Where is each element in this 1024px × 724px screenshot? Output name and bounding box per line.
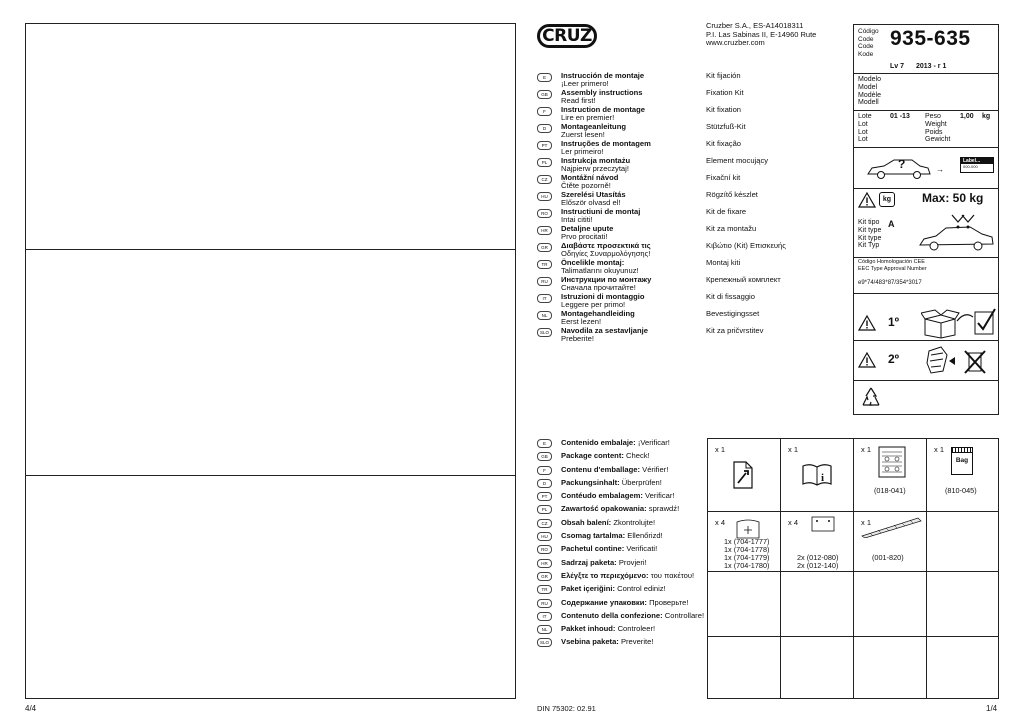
instruction-title: Instruction de montage [561,105,645,114]
language-code-badge: GR [537,572,552,581]
kit-name: Bevestigingsset [706,309,760,318]
language-code-badge: IT [537,612,552,621]
part-qty: x 1 [715,445,726,454]
instruction-subtitle: Οδηγίες Συναρμολόγησης! [561,249,651,258]
section-divider [854,73,998,74]
package-content-label: Ελέγξτε το περιεχόμενο: [561,570,649,580]
package-content-row [537,531,707,544]
package-content-list [537,438,707,651]
section-divider [854,340,998,341]
part-cell [781,439,854,512]
instruction-subtitle: Zuerst lesen! [561,130,605,139]
instruction-title: Инструкции по монтажу [561,275,652,284]
package-content-text [561,518,655,527]
warning-icon [858,352,876,368]
package-content-label: Pakket inhoud: [561,624,616,634]
bag-label: Bag [955,457,969,464]
instruction-subtitle: Először olvasd el! [561,198,621,207]
kit-name: Крепежный комплект [706,275,781,284]
part-code: 1x (704-1778) [724,545,770,554]
company-address [706,22,816,48]
part-code: (018-041) [874,486,906,495]
package-content-value: Überprüfen! [621,477,662,487]
package-content-value: Controllare! [664,610,705,620]
package-content-text [561,598,688,607]
code-label: Código [858,28,879,35]
model-label: Modèle [858,91,881,99]
section-divider [854,380,998,381]
section-divider [854,147,998,148]
kit-type-label: Kit tipo [858,219,880,226]
instruction-title: Instructiuni de montaj [561,207,641,216]
part-code: (001-820) [872,553,904,562]
language-code-badge: E [537,439,552,448]
instruction-subtitle: Leggere per primo! [561,300,626,309]
instruction-title: Öncelikle montaj: [561,258,625,267]
package-content-row [537,504,707,517]
code-label: Code [858,35,874,43]
language-instructions-list [537,72,827,344]
code-labels [858,28,879,58]
package-content-text [561,584,666,593]
section-divider [854,188,998,189]
part-cell-empty [854,572,927,637]
model-labels [858,76,881,107]
language-code-badge: RO [537,545,552,554]
kit-name: Element mocujący [706,156,769,165]
language-code-badge: HR [537,226,552,235]
section-divider [854,257,998,258]
language-code-badge: RU [537,277,552,286]
part-cell [854,439,927,512]
package-content-text [561,544,657,553]
instruction-title: Instrucción de montaje [561,71,645,80]
right-page-number: 1/4 [986,704,998,713]
language-row [537,72,827,89]
package-content-label: Contéudo embalagem: [561,491,643,501]
language-code-badge: CZ [537,175,552,184]
kit-name: Montaj kiti [706,258,741,267]
info-book-icon [801,463,833,487]
language-code-badge: PL [537,158,552,167]
kit-name: Kit fijación [706,71,741,80]
label-sticker [960,157,994,173]
warning-icon [858,192,876,208]
company-line: Cruzber S.A., ES-A14018311 [706,21,804,30]
weight-labels [925,113,950,144]
kit-type-label: Kit type [858,234,882,242]
package-content-text [561,611,704,620]
package-content-label: Paket içeriğini: [561,584,616,594]
weight-label: Peso [925,113,941,120]
package-content-row [537,637,707,650]
language-row [537,123,827,140]
package-content-text [561,571,694,580]
package-content-value: sprawdź! [648,504,680,514]
part-qty: x 4 [715,518,726,527]
rubber-strip-icon [860,516,922,538]
package-content-value: ¡Verificar! [637,438,670,447]
section-divider [854,293,998,294]
package-content-label: Vsebina paketa: [561,637,619,647]
recycle-icon [858,385,884,411]
model-label: Modell [858,99,879,107]
package-content-row [537,544,707,557]
language-code-badge: D [537,479,552,488]
language-code-badge: NL [537,625,552,634]
language-code-badge: NL [537,311,552,320]
label-sheet-icon [878,446,906,478]
kit-name: Kit za montažu [706,224,757,233]
package-content-text [561,504,679,513]
kit-name: Kit di fissaggio [706,292,755,301]
package-content-row [537,598,707,611]
kit-name: Kit za pričvrstitev [706,326,764,335]
bag-icon [951,447,973,475]
package-content-row [537,584,707,597]
language-row [537,157,827,174]
package-content-label: Pachetul contine: [561,544,625,554]
bag-seal [952,448,972,453]
part-codes [797,554,838,570]
package-content-row [537,571,707,584]
lot-label: Lote [858,113,872,120]
part-code: 1x (704-1780) [724,561,770,570]
instruction-subtitle: Read first! [561,96,596,105]
package-content-text [561,491,675,500]
instruction-title: Διαβάστε προσεκτικά τις [561,241,651,250]
instruction-subtitle: ¡Leer primero! [561,79,609,88]
weight-value: 1,00 [960,113,974,120]
part-cell-empty [927,637,998,698]
package-content-text [561,465,668,474]
frame-divider [26,249,515,250]
package-content-row [537,438,707,451]
part-code: 1x (704-1779) [724,553,770,562]
language-row [537,174,827,191]
package-content-label: Zawartość opakowania: [561,504,647,514]
svg-text:?: ? [898,157,906,171]
package-content-row [537,558,707,571]
kit-type-value: A [888,219,895,229]
kit-name: Fixation Kit [706,88,744,97]
din-standard: DIN 75302: 02.91 [537,704,596,713]
package-content-text [561,478,662,487]
weight-label: Gewicht [925,136,951,144]
package-content-value: Vérifier! [642,464,669,474]
language-code-badge: D [537,124,552,133]
instruction-subtitle: Lire en premier! [561,113,615,122]
instruction-title: Assembly instructions [561,88,643,97]
part-cell [854,512,927,572]
language-code-badge: E [537,73,552,82]
company-line: P.I. Las Sabinas II, E-14960 Rute [706,29,817,39]
open-box-check-icon [921,307,997,339]
part-cell-empty [708,572,781,637]
package-content-row [537,611,707,624]
part-qty: x 1 [788,445,799,454]
package-content-value: Preverite! [620,637,654,647]
svg-text:i: i [821,472,825,484]
package-content-value: Check! [626,451,650,461]
part-qty: x 4 [788,518,799,527]
revision: 2013 - r 1 [916,63,947,70]
part-cell [708,439,781,512]
language-code-badge: HU [537,532,552,541]
language-code-badge: SLO [537,328,552,337]
code-label: Kode [858,50,874,58]
instruction-title: Montageanleitung [561,122,626,131]
max-load: Max: 50 kg [922,191,984,205]
instruction-title: Navodila za sestavljanje [561,326,648,335]
instruction-subtitle: Eerst lezen! [561,317,602,326]
step-one: 1º [888,315,900,329]
lot-label: Lot [858,120,868,128]
language-code-badge: PT [537,141,552,150]
package-content-value: του πακέτου! [650,570,695,580]
part-cell-empty [708,637,781,698]
weight-unit: kg [982,113,991,120]
language-code-badge: F [537,107,552,116]
package-content-label: Csomag tartalma: [561,531,626,541]
label-tag: Label... [961,158,993,164]
kit-name: Fixační kit [706,173,741,182]
language-row [537,225,827,242]
package-content-value: Ellenőrizd! [627,531,663,541]
package-content-value: Controleer! [617,624,656,634]
package-content-value: Verificar! [644,491,675,501]
language-row [537,327,827,344]
kit-name: Kit fixation [706,105,742,114]
lot-label: Lot [858,128,868,136]
language-row [537,208,827,225]
part-qty: x 1 [934,445,945,454]
level: Lv 7 [890,63,905,70]
instruction-subtitle: Čtěte pozorně! [561,181,611,190]
instruction-title: Instruções de montagem [561,139,651,148]
package-content-row [537,465,707,478]
kit-type-label: Kit type [858,226,882,234]
part-cell [781,512,854,572]
wrench-document-icon [732,461,754,489]
language-row [537,259,827,276]
company-line: www.cruzber.com [706,38,765,48]
instruction-subtitle: Preberite! [561,334,594,343]
instruction-title: Istruzioni di montaggio [561,292,645,301]
language-code-badge: PT [537,492,552,501]
language-row [537,242,827,259]
instruction-subtitle: Prvo procitati! [561,232,608,241]
package-content-label: Package content: [561,451,624,461]
weight-label: Poids [925,128,943,136]
instruction-title: Montagehandleiding [561,309,635,318]
kit-type-labels [858,219,881,250]
package-content-label: Contenuto della confezione: [561,610,663,620]
part-cell-empty [927,512,998,572]
package-content-text [561,637,653,646]
part-qty: x 1 [861,518,872,527]
part-code: 2x (012-080) [797,553,839,562]
language-code-badge: RU [537,599,552,608]
language-code-badge: IT [537,294,552,303]
package-content-label: Obsah balení: [561,517,612,527]
part-cell-empty [854,637,927,698]
kit-name: Κιβώτιο (Kit) Επισκευής [706,241,786,250]
instruction-title: Instrukcja montażu [561,156,631,165]
package-content-row [537,491,707,504]
code-label: Code [858,43,874,51]
arrow-icon: → [936,165,944,174]
model-label: Modelo [858,76,881,83]
blank-notes-frame [25,23,516,699]
kit-type-label: Kit Typ [858,242,880,250]
lot-labels [858,113,872,144]
language-code-badge: PL [537,505,552,514]
language-code-badge: HR [537,559,552,568]
kit-name: Kit fixação [706,139,742,148]
language-code-badge: GB [537,452,552,461]
package-content-text [561,558,647,567]
language-code-badge: HU [537,192,552,201]
language-code-badge: GR [537,243,552,252]
homologation-number: e9*74/483*87/354*3017 [858,280,922,286]
section-divider [854,110,998,111]
instruction-subtitle: Najpierw przeczytaj! [561,164,629,173]
package-content-label: Contenu d'emballage: [561,464,641,474]
language-row [537,293,827,310]
package-content-text [561,438,670,447]
homologation-label: Código Homologación CEE [858,259,925,265]
kit-name: Stützfuß-Kit [706,122,746,131]
part-code: 2x (012-140) [797,561,839,570]
step-two: 2º [888,352,900,366]
part-qty: x 1 [861,445,872,454]
package-content-label: Packungsinhalt: [561,477,620,487]
instruction-subtitle: Intai cititi! [561,215,593,224]
warning-icon [858,315,876,331]
instruction-title: Montážní návod [561,173,619,182]
package-content-text [561,451,650,460]
language-code-badge: TR [537,585,552,594]
disposal-icon [921,343,997,379]
language-row [537,191,827,208]
language-code-badge: RO [537,209,552,218]
kit-name: Kit de fixare [706,207,747,216]
package-content-value: Provjeri! [618,557,647,567]
part-cell-empty [781,572,854,637]
instruction-subtitle: Talimatlarını okuyunuz! [561,266,639,275]
weight-kg-icon: kg [879,192,895,207]
part-cell-empty [781,637,854,698]
part-cell-empty [927,572,998,637]
part-cell [708,512,781,572]
model-label: Model [858,83,878,91]
frame-divider [26,475,515,476]
language-row [537,106,827,123]
lot-value: 01 -13 [890,113,910,120]
left-page-number: 4/4 [25,704,37,713]
package-content-row [537,624,707,637]
package-content-text [561,531,663,540]
product-code: 935-635 [890,27,971,50]
homologation-label: EEC Type Approval Number [858,265,927,272]
language-code-badge: TR [537,260,552,269]
instruction-subtitle: Ler primeiro! [561,147,604,156]
package-content-value: Проверьте! [649,597,689,607]
homologation-labels [858,259,927,272]
part-codes [724,538,769,570]
instruction-subtitle: Сначала прочитайте! [561,283,636,292]
package-content-row [537,478,707,491]
part-code: 1x (704-1777) [724,537,770,546]
language-row [537,89,827,106]
package-content-value: Control ediniz! [617,584,666,594]
weight-label: Weight [925,120,947,128]
language-code-badge: F [537,466,552,475]
part-code: (810-045) [945,486,977,495]
package-content-row [537,451,707,464]
instruction-title: Szerelési Utasítás [561,190,626,199]
instruction-title: Detaljne upute [561,224,614,233]
car-question-icon [864,153,934,181]
language-row [537,140,827,157]
package-content-label: Содержание упаковки: [561,597,647,607]
car-roof-icon [916,213,996,253]
package-content-value: Zkontrolujte! [613,517,656,527]
part-cell [927,439,998,512]
package-content-label: Sadrzaj paketa: [561,557,617,567]
product-info-box [853,24,999,415]
bracket-plate-icon [811,516,835,532]
language-code-badge: SLO [537,638,552,647]
package-content-row [537,518,707,531]
language-code-badge: GB [537,90,552,99]
package-content-value: Verificati! [626,544,658,554]
language-row [537,276,827,293]
cruz-logo: CRUZ [537,24,597,48]
label-sub: 000-000 [963,164,978,169]
kit-name: Rögzítő készlet [706,190,758,199]
language-code-badge: CZ [537,519,552,528]
package-content-label: Contenido embalaje: [561,438,636,447]
parts-grid [707,438,999,699]
package-content-text [561,624,655,633]
language-row [537,310,827,327]
lot-label: Lot [858,136,868,144]
